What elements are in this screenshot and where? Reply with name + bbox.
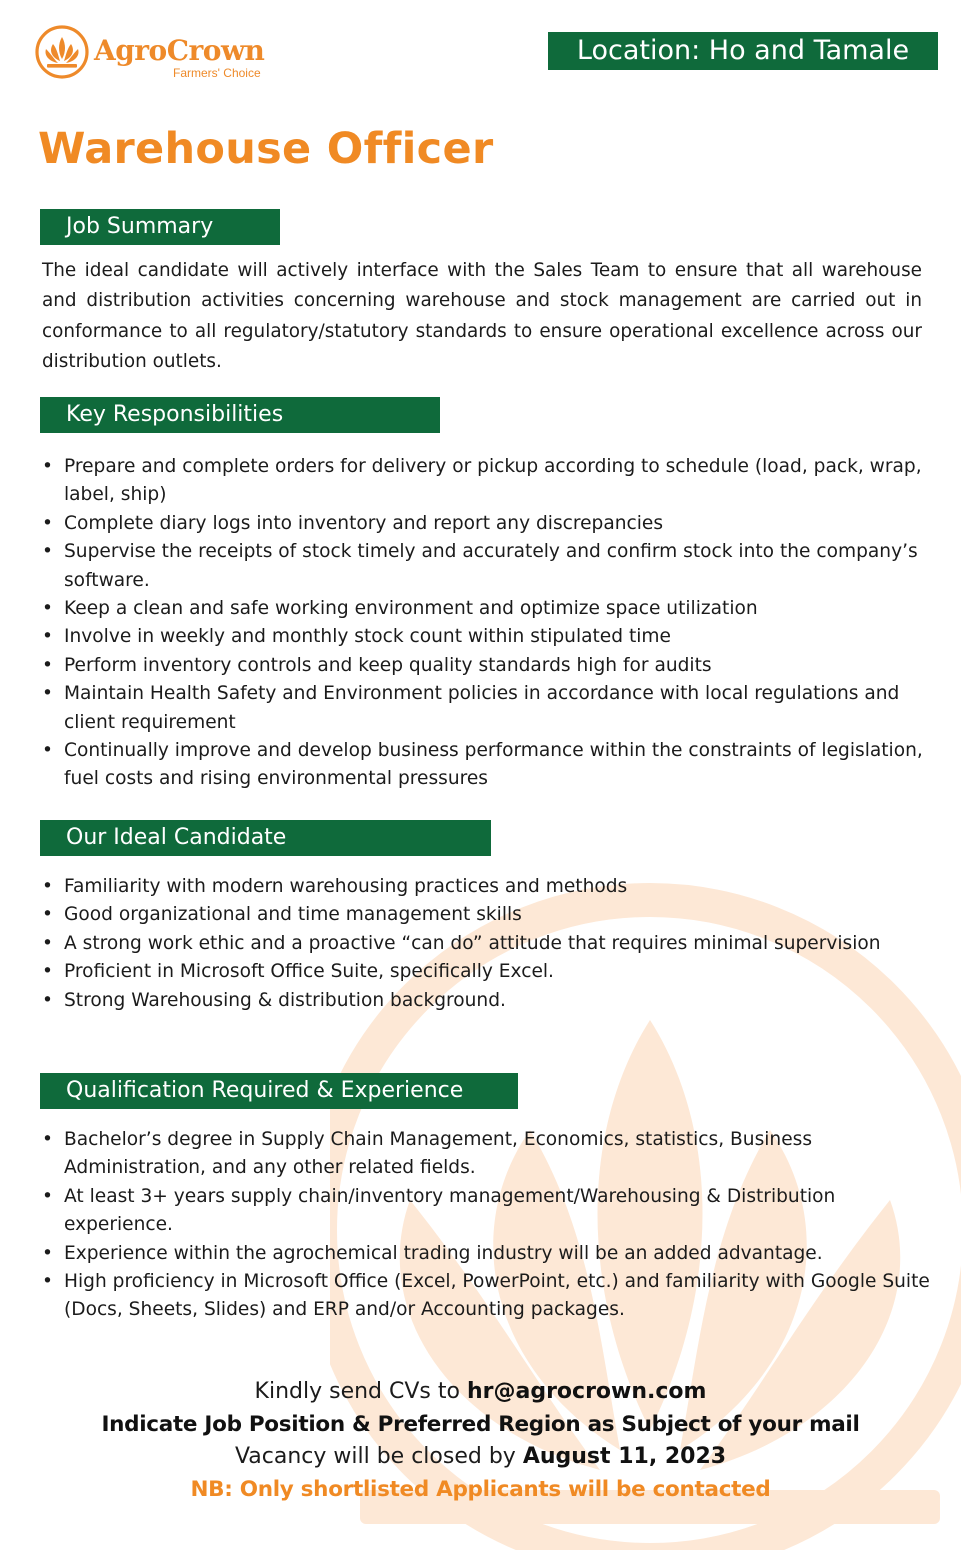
closing-date-line: [0, 1441, 961, 1474]
list-item: • Familiarity with modern warehousing practices and methods: [40, 873, 940, 901]
list-item: • High proficiency in Microsoft Office (Excel, PowerPoint, etc.) and familiarity with Google Suite (Docs, Sheets, Slides) and ERP and/or Accounting packages.: [40, 1268, 940, 1325]
list-item: • At least 3+ years supply chain/inventory management/Warehousing & Distribution experience.: [40, 1183, 940, 1240]
send-cv-prefix: Kindly send CVs to: [254, 1379, 460, 1404]
list-item: • Involve in weekly and monthly stock count within stipulated time: [40, 623, 940, 651]
list-item: • Proficient in Microsoft Office Suite, specifically Excel.: [40, 958, 940, 986]
closing-date: August 11, 2023: [522, 1444, 727, 1469]
list-item: • Strong Warehousing & distribution background.: [40, 987, 940, 1015]
list-item: • Maintain Health Safety and Environment policies in accordance with local regulations and client requirement: [40, 680, 940, 737]
list-item: • A strong work ethic and a proactive “can do” attitude that requires minimal supervision: [40, 930, 940, 958]
list-item: • Keep a clean and safe working environment and optimize space utilization: [40, 595, 940, 623]
responsibilities-list: [40, 453, 940, 794]
list-item: • Experience within the agrochemical trading industry will be an added advantage.: [40, 1240, 940, 1268]
list-item: • Complete diary logs into inventory and report any discrepancies: [40, 510, 940, 538]
application-footer: [0, 1376, 961, 1506]
list-item: • Bachelor’s degree in Supply Chain Management, Economics, statistics, Business Administration, and any other related fields.: [40, 1126, 940, 1183]
section-heading-job-summary: Job Summary: [40, 209, 280, 245]
brand-tagline: Farmers' Choice: [173, 66, 261, 80]
send-cv-line: [0, 1376, 961, 1409]
ideal-candidate-list: [40, 873, 940, 1015]
closing-prefix: Vacancy will be closed by: [234, 1444, 516, 1469]
shortlist-note: NB: Only shortlisted Applicants will be contacted: [190, 1476, 771, 1502]
brand-name: AgroCrown: [94, 34, 265, 67]
list-item: • Prepare and complete orders for delivery or pickup according to schedule (load, pack, wrap, label, ship): [40, 453, 940, 510]
list-item: • Supervise the receipts of stock timely and accurately and confirm stock into the company’s software.: [40, 538, 940, 595]
list-item: • Perform inventory controls and keep quality standards high for audits: [40, 652, 940, 680]
contact-email[interactable]: hr@agrocrown.com: [466, 1379, 707, 1404]
subject-instruction: Indicate Job Position & Preferred Region as Subject of your mail: [101, 1411, 860, 1437]
job-title: Warehouse Officer: [38, 124, 494, 174]
crown-leaf-icon: [34, 24, 90, 80]
section-heading-key-responsibilities: Key Responsibilities: [40, 397, 440, 433]
list-item: • Good organizational and time management skills: [40, 901, 940, 929]
company-logo: [34, 24, 294, 84]
job-summary-text: The ideal candidate will actively interface with the Sales Team to ensure that all warehouse and distribution activities concerning warehouse and stock management are carried out in conformance to all regulatory/statutory standards to ensure operational excellence across our distribution outlets.: [42, 260, 922, 373]
section-heading-ideal-candidate: Our Ideal Candidate: [40, 820, 491, 856]
location-badge: Location: Ho and Tamale: [548, 32, 938, 70]
qualification-list: [40, 1126, 940, 1325]
section-heading-qualification: Qualification Required & Experience: [40, 1073, 518, 1109]
list-item: • Continually improve and develop business performance within the constraints of legislation, fuel costs and rising environmental pressures: [40, 737, 940, 794]
